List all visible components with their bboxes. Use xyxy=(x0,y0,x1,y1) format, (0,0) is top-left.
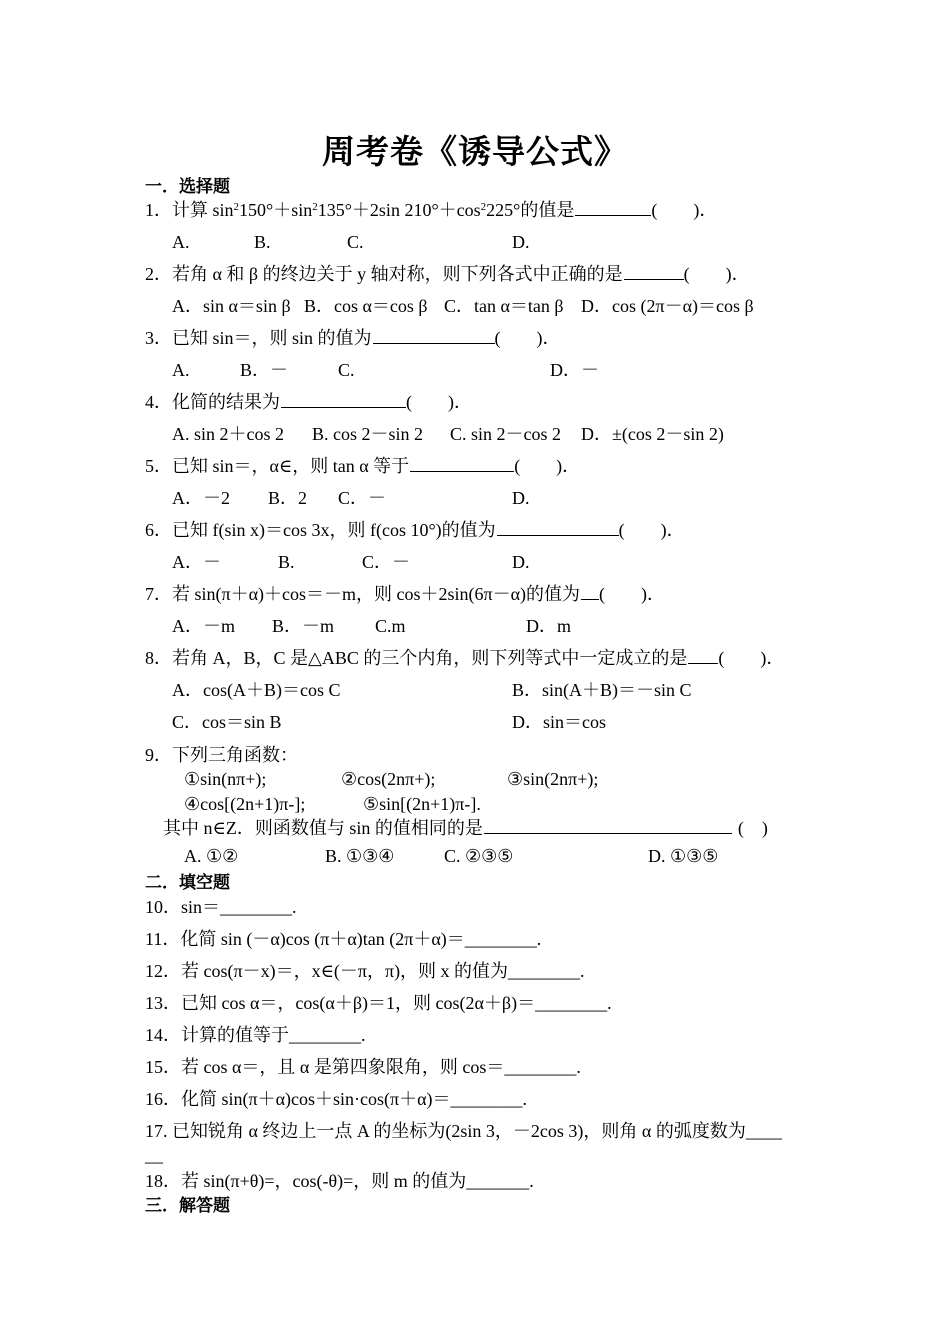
question-1: 1．计算 $\sin^2150^\circ+\sin^2135^\circ+2\sin$ $210^\circ+\cos^2225^\circ$的值是 ( )． xyxy=(145,200,718,220)
q3-option-d: D．－ xyxy=(550,360,599,380)
q1-option-a: A. xyxy=(172,232,190,252)
question-8: 8．若角 A，B，C 是△ABC 的三个内角，则下列等式中一定成立的是 ( )． xyxy=(145,648,785,668)
question-12: 12．若 cos(π－x)＝，x∈(－π，π)，则 x 的值为________. xyxy=(145,961,585,981)
section-heading-fill: 二．填空题 xyxy=(145,873,230,893)
answer-blank[interactable] xyxy=(575,201,651,216)
q3-option-b: B．－ xyxy=(240,360,289,380)
q2-option-c: C．tan α＝tan β xyxy=(444,296,564,316)
q1-option-c: C. xyxy=(347,232,364,252)
q5-option-a: A．－2 xyxy=(172,488,230,508)
q9-function-1: ①sin(nπ+); xyxy=(184,769,267,789)
q8-option-c: C．cos＝sin B xyxy=(172,712,282,732)
q8-option-d: D．sin＝cos xyxy=(512,712,606,732)
question-7: 7．若 sin(π＋α)＋cos＝－m，则 cos＋2sin(6π－α)的值为 ( )． xyxy=(145,584,666,604)
q2-option-b: B．cos α＝cos β xyxy=(304,296,428,316)
q9-option-c: C. ②③⑤ xyxy=(444,846,514,866)
question-18: 18．若 sin(π+θ)=，cos(-θ)=，则 m 的值为_______. xyxy=(145,1171,534,1191)
q4-option-a: A. sin 2＋cos 2 xyxy=(172,424,284,444)
question-16: 16．化简 sin(π＋α)cos＋sin·cos(π＋α)＝________. xyxy=(145,1089,528,1109)
q7-option-c: C.m xyxy=(375,616,406,636)
q5-option-b: B．2 xyxy=(268,488,308,508)
question-13: 13．已知 cos α＝，cos(α＋β)＝1，则 cos(2α＋β)＝________. xyxy=(145,993,612,1013)
q7-option-a: A．－m xyxy=(172,616,235,636)
question-4: 4．化简的结果为 ( )． xyxy=(145,392,472,412)
page-title: 周考卷《诱导公式》 xyxy=(322,132,628,171)
q5-option-c: C．－ xyxy=(338,488,387,508)
q8-option-b: B．sin(A＋B)＝－sin C xyxy=(512,680,692,700)
q7-option-b: B．－m xyxy=(272,616,335,636)
q4-option-b: B. cos 2－sin 2 xyxy=(312,424,424,444)
question-14: 14．计算的值等于________. xyxy=(145,1025,366,1045)
answer-blank[interactable] xyxy=(688,649,718,664)
q1-option-b: B. xyxy=(254,232,271,252)
answer-blank[interactable] xyxy=(281,393,406,408)
answer-blank[interactable] xyxy=(581,585,599,600)
q8-option-a: A．cos(A＋B)＝cos C xyxy=(172,680,341,700)
q9-option-b: B. ①③④ xyxy=(325,846,395,866)
question-2: 2．若角 α 和 β 的终边关于 y 轴对称，则下列各式中正确的是 ( )． xyxy=(145,264,750,284)
q6-option-c: C．－ xyxy=(362,552,411,572)
question-17-continued: __ xyxy=(145,1145,163,1165)
q9-function-5: ⑤sin[(2n+1)π-]. xyxy=(363,794,481,814)
answer-blank[interactable] xyxy=(410,457,514,472)
section-heading-choice: 一．选择题 xyxy=(145,177,230,197)
question-15: 15．若 cos α＝，且 α 是第四象限角，则 cos＝________. xyxy=(145,1057,581,1077)
question-10: 10．sin＝________. xyxy=(145,897,297,917)
question-9: 9．下列三角函数： xyxy=(145,745,298,765)
answer-blank[interactable] xyxy=(373,329,495,344)
question-3: 3．已知 sin＝，则 sin 的值为 ( )． xyxy=(145,328,561,348)
q6-option-d: D. xyxy=(512,552,530,572)
question-5: 5．已知 sin＝，α∈，则 tan α 等于 ( )． xyxy=(145,456,581,476)
q4-option-c: C. sin 2－cos 2 xyxy=(450,424,562,444)
q7-option-d: D．m xyxy=(526,616,571,636)
section-heading-answer: 三．解答题 xyxy=(145,1196,230,1216)
q3-option-a: A. xyxy=(172,360,190,380)
q6-option-a: A．－ xyxy=(172,552,221,572)
answer-blank[interactable] xyxy=(497,521,619,536)
q1-option-d: D. xyxy=(512,232,530,252)
q3-option-c: C. xyxy=(338,360,355,380)
q5-option-d: D. xyxy=(512,488,530,508)
q9-option-a: A. ①② xyxy=(184,846,239,866)
q9-function-3: ③sin(2nπ+); xyxy=(507,769,599,789)
q9-condition: 其中 n∈Z．则函数值与 sin 的值相同的是 ( ) xyxy=(163,818,768,838)
question-17: 17. 已知锐角 α 终边上一点 A 的坐标为(2sin 3，－2cos 3)，则角 α 的弧度数为____ xyxy=(145,1121,782,1141)
q9-function-4: ④cos[(2n+1)π-]; xyxy=(184,794,306,814)
q2-option-d: D．cos (2π－α)＝cos β xyxy=(581,296,754,316)
q9-function-2: ②cos(2nπ+); xyxy=(341,769,436,789)
q4-option-d: D．±(cos 2－sin 2) xyxy=(581,424,724,444)
answer-blank[interactable] xyxy=(484,819,732,834)
q2-option-a: A．sin α＝sin β xyxy=(172,296,291,316)
question-11: 11．化简 sin (－α)cos (π＋α)tan (2π＋α)＝________. xyxy=(145,929,542,949)
question-6: 6．已知 f(sin x)＝cos 3x，则 f(cos 10°)的值为 ( )． xyxy=(145,520,685,540)
answer-blank[interactable] xyxy=(624,265,684,280)
q9-option-d: D. ①③⑤ xyxy=(648,846,719,866)
q6-option-b: B. xyxy=(278,552,295,572)
